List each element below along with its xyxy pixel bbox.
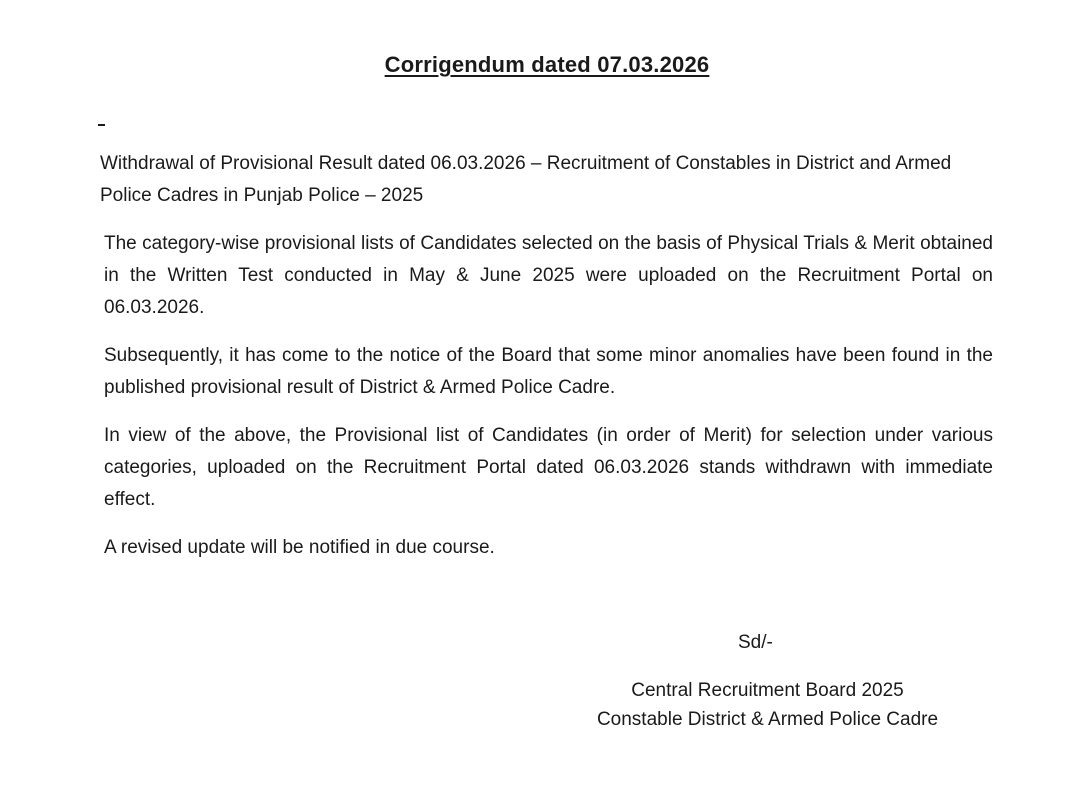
issuer-block bbox=[555, 676, 980, 734]
paragraph-upload-notice: The category-wise provisional lists of Candidates selected on the basis of Physical Trials & Merit obtained in the Written Test conducted in May & June 2025 were uploaded on the Recruitment Portal on 06.03.2026. bbox=[104, 233, 993, 318]
issuer-line-1: Central Recruitment Board 2025 bbox=[631, 680, 904, 701]
issuer-line-2: Constable District & Armed Police Cadre bbox=[596, 709, 939, 730]
paragraph-anomalies: Subsequently, it has come to the notice of the Board that some minor anomalies have been found in the published provisional result of District & Armed Police Cadre. bbox=[104, 345, 993, 398]
mark-dash bbox=[98, 124, 105, 126]
subject-paragraph: Withdrawal of Provisional Result dated 06.03.2026 – Recruitment of Constables in District and Armed Police Cadres in Punjab Police – 2025 bbox=[100, 153, 952, 206]
title-text: Corrigendum dated 07.03.2026 bbox=[384, 52, 710, 77]
paragraph-withdrawal: In view of the above, the Provisional list of Candidates (in order of Merit) for selection under various categories, uploaded on the Recruitment Portal dated 06.03.2026 stands withdrawn with immediate effect. bbox=[104, 425, 993, 510]
document-title bbox=[0, 50, 1080, 80]
paragraph-revised-update: A revised update will be notified in due course. bbox=[104, 537, 495, 558]
signature-mark: Sd/- bbox=[738, 632, 773, 653]
